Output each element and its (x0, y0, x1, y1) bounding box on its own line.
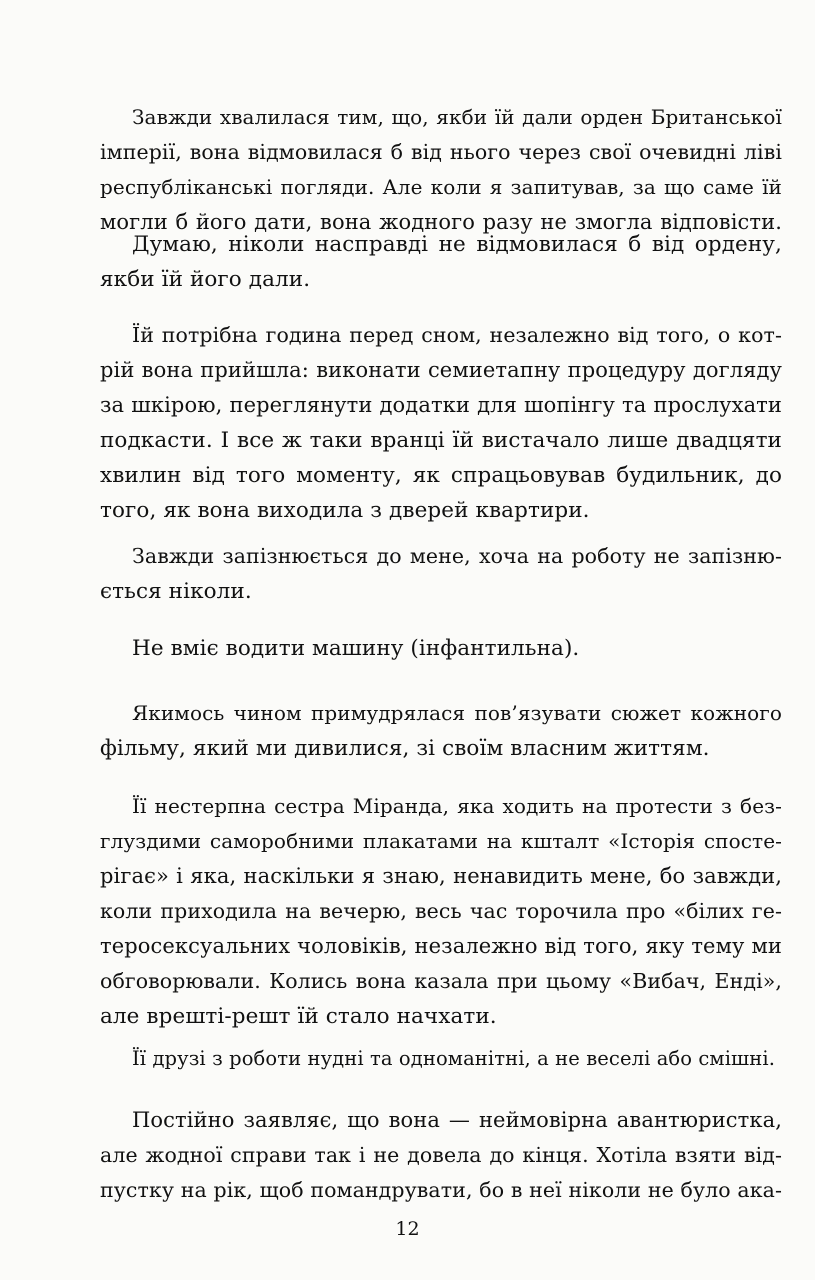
text-line: теросексуальних чоловіків, незалежно від того, яку тему ми (100, 934, 782, 958)
text-line: Завжди запізнюється до мене, хоча на роботу не запізню- (132, 544, 782, 568)
text-line: пустку на рік, щоб помандрувати, бо в неї ніколи не було ака- (100, 1178, 782, 1202)
text-line: Постійно заявляє, що вона — неймовірна авантюристка, (132, 1108, 782, 1132)
text-line: Завжди хвалилася тим, що, якби їй дали орден Британської (132, 105, 782, 129)
paragraph-7 (100, 789, 782, 1034)
text-line: Її нестерпна сестра Міранда, яка ходить на протести з без- (132, 794, 782, 818)
paragraph-9 (100, 1103, 782, 1208)
text-line: за шкірою, переглянути додатки для шопінгу та прослухати (100, 393, 782, 417)
text-line: глуздими саморобними плакатами на кшталт «Історія спосте- (100, 829, 782, 853)
text-line: обговорювали. Колись вона казала при цьому «Вибач, Енді», (100, 969, 782, 993)
text-line: рігає» і яка, наскільки я знаю, ненавидить мене, бо завжди, (100, 864, 782, 888)
text-line: Їй потрібна година перед сном, незалежно від того, о кот- (132, 323, 782, 347)
text-line: якби їй його дали. (100, 267, 311, 292)
paragraph-6 (100, 696, 782, 766)
text-line: Якимось чином примудрялася пов’язувати сюжет кожного (132, 701, 782, 725)
text-line: подкасти. І все ж таки вранці їй вистачало лише двадцяти (100, 428, 782, 453)
text-line: але жодної справи так і не довела до кінця. Хотіла взяти від- (100, 1143, 782, 1167)
text-line: могли б його дати, вона жодного разу не змогла відповісти. (100, 210, 782, 234)
paragraph-1 (100, 100, 782, 240)
paragraph-3 (100, 318, 782, 528)
text-line: того, як вона виходила з дверей квартири. (100, 498, 590, 523)
text-line: хвилин від того моменту, як спрацьовував будильник, до (100, 463, 782, 488)
text-line: але врешті-решт їй стало начхати. (100, 1004, 497, 1029)
text-line: імперії, вона відмовилася б від нього через свої очевидні ліві (100, 140, 782, 164)
text-line: Думаю, ніколи насправді не відмовилася б від ордену, (132, 232, 782, 257)
text-line: ється ніколи. (100, 579, 252, 604)
page-number: 12 (395, 1218, 420, 1240)
text-line: фільму, який ми дивилися, зі своїм власним життям. (100, 736, 710, 761)
paragraph-2 (100, 227, 782, 297)
paragraph-8 (100, 1041, 782, 1076)
paragraph-5 (100, 631, 782, 666)
text-line: Її друзі з роботи нудні та одноманітні, а не веселі або смішні. (132, 1047, 775, 1070)
text-line: республіканські погляди. Але коли я запитував, за що саме їй (100, 175, 782, 199)
text-line: Не вміє водити машину (інфантильна). (132, 636, 580, 661)
paragraph-4 (100, 539, 782, 609)
text-line: рій вона прийшла: виконати семиетапну процедуру догляду (100, 358, 782, 382)
text-line: коли приходила на вечерю, весь час торочила про «білих ге- (100, 899, 782, 923)
